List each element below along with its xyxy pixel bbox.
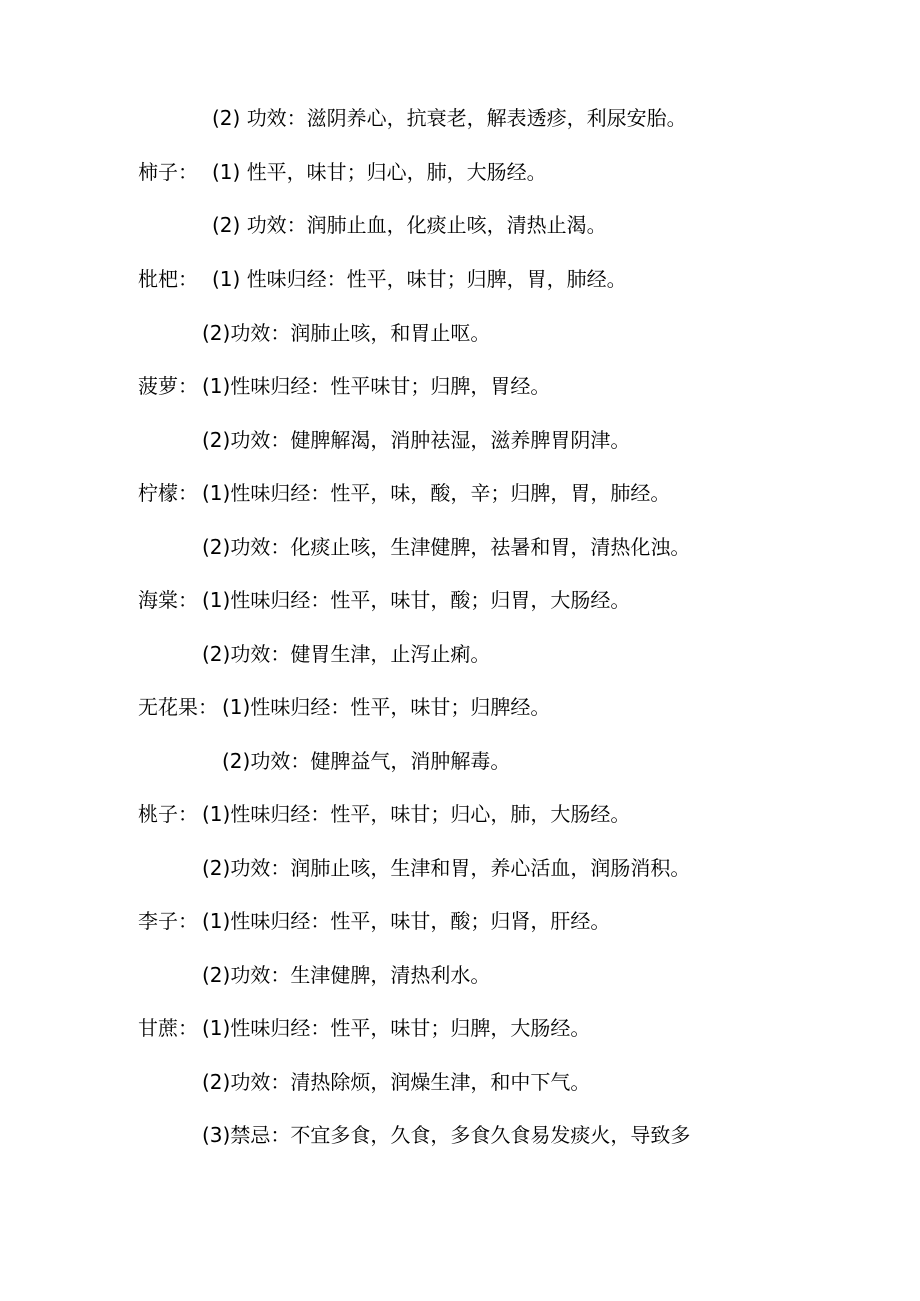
line-text: (1)性味归经：性平，味甘；归脾经。	[222, 695, 551, 719]
fruit-label: 海棠：	[138, 588, 198, 612]
text-line	[138, 374, 550, 398]
line-text: (2) 功效：滋阴养心，抗衰老，解表透疹，利尿安胎。	[212, 106, 687, 130]
line-text: (1) 性平，味甘；归心，肺，大肠经。	[212, 160, 547, 184]
line-text: (2)功效：健胃生津，止泻止痢。	[202, 642, 491, 666]
fruit-label: 枇杷：	[138, 267, 198, 291]
text-line	[202, 1123, 690, 1147]
text-line	[212, 106, 687, 130]
line-text: (1) 性味归经：性平，味甘；归脾，胃，肺经。	[212, 267, 627, 291]
line-text: (2)功效：清热除烦，润燥生津，和中下气。	[202, 1070, 591, 1094]
line-text: (2)功效：生津健脾，清热利水。	[202, 963, 491, 987]
text-line	[202, 963, 490, 987]
text-line	[138, 160, 547, 184]
text-line	[202, 535, 690, 559]
line-text: (2)功效：润肺止咳，和胃止呕。	[202, 321, 491, 345]
line-text: (1)性味归经：性平，味甘；归心，肺，大肠经。	[202, 802, 631, 826]
text-line	[202, 321, 490, 345]
text-line	[138, 695, 550, 719]
fruit-label: 无花果：	[138, 695, 218, 719]
text-line	[138, 802, 630, 826]
text-line	[138, 267, 627, 291]
fruit-label: 菠萝：	[138, 374, 198, 398]
line-text: (2)功效：润肺止咳，生津和胃，养心活血，润肠消积。	[202, 856, 691, 880]
fruit-label: 桃子：	[138, 802, 198, 826]
line-text: (2)功效：健脾益气，消肿解毒。	[222, 749, 511, 773]
line-text: (1)性味归经：性平，味甘；归脾，大肠经。	[202, 1016, 591, 1040]
line-text: (1)性味归经：性平，味甘，酸；归胃，大肠经。	[202, 588, 631, 612]
text-line	[138, 909, 610, 933]
fruit-label: 柠檬：	[138, 481, 198, 505]
text-line	[138, 588, 630, 612]
fruit-label: 甘蔗：	[138, 1016, 198, 1040]
line-text: (1)性味归经：性平味甘；归脾，胃经。	[202, 374, 551, 398]
line-text: (2) 功效：润肺止血，化痰止咳，清热止渴。	[212, 213, 607, 237]
text-line	[138, 481, 670, 505]
line-text: (3)禁忌：不宜多食，久食，多食久食易发痰火，导致多	[202, 1123, 691, 1147]
text-line	[202, 856, 690, 880]
fruit-label: 柿子：	[138, 160, 198, 184]
fruit-label: 李子：	[138, 909, 198, 933]
text-line	[202, 428, 630, 452]
line-text: (2)功效：化痰止咳，生津健脾，祛暑和胃，清热化浊。	[202, 535, 691, 559]
text-line	[222, 749, 510, 773]
line-text: (1)性味归经：性平，味甘，酸；归肾，肝经。	[202, 909, 611, 933]
text-line	[202, 1070, 590, 1094]
line-text: (1)性味归经：性平，味，酸，辛；归脾，胃，肺经。	[202, 481, 671, 505]
text-line	[138, 1016, 590, 1040]
line-text: (2)功效：健脾解渴，消肿祛湿，滋养脾胃阴津。	[202, 428, 631, 452]
text-line	[212, 213, 607, 237]
text-line	[202, 642, 490, 666]
